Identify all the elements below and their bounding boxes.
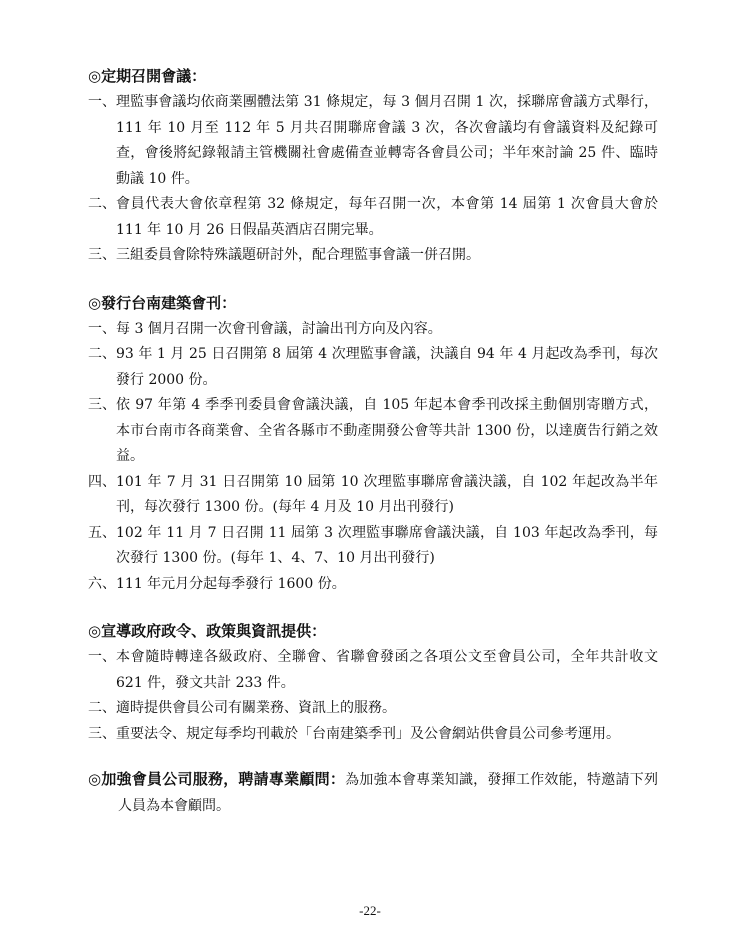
item-text: 每 3 個月召開一次會刊會議，討論出刊方向及內容。 <box>116 320 442 337</box>
section-heading: ◎發行台南建築會刊： <box>88 293 237 312</box>
item-text: 適時提供會員公司有關業務、資訊上的服務。 <box>116 700 396 716</box>
section-government-policy <box>88 617 658 747</box>
item-number: 三、 <box>88 725 116 742</box>
item-number: 二、 <box>88 346 116 362</box>
item-number: 六、 <box>88 575 116 592</box>
list-item <box>88 645 658 696</box>
list-item <box>88 243 658 269</box>
item-number: 一、 <box>88 649 116 665</box>
section-heading: ◎定期召開會議： <box>88 67 207 85</box>
list-item <box>88 470 658 521</box>
item-number: 三、 <box>88 247 116 263</box>
item-text: 102 年 11 月 7 日召開 11 屆第 3 次理監事聯席會議決議，自 103 年起改為季刊，每次發行 1300 份。(每年 1、4、7、10 月出刊發行) <box>116 524 658 566</box>
service-text: 為加強本會專業知識，發揮工作效能，特邀請下列人員為本會顧問。 <box>118 772 658 814</box>
item-number: 三、 <box>88 397 116 413</box>
section-regular-meetings <box>88 62 658 269</box>
item-number: 二、 <box>88 196 116 212</box>
list-item <box>88 572 658 598</box>
list-item <box>88 342 658 393</box>
item-number: 二、 <box>88 700 116 716</box>
section-heading: ◎加強會員公司服務，聘請專業顧問： <box>88 770 346 788</box>
list-item <box>88 90 658 192</box>
list-item <box>88 393 658 470</box>
item-number: 五、 <box>88 524 116 541</box>
page-number: -22- <box>359 903 381 918</box>
item-number: 一、 <box>88 94 116 110</box>
list-item <box>88 722 658 748</box>
item-text: 93 年 1 月 25 日召開第 8 屆第 4 次理監事會議，決議自 94 年 4 月起改為季刊，每次發行 2000 份。 <box>116 346 658 388</box>
list-item <box>88 696 658 722</box>
section-member-service <box>88 767 658 819</box>
item-text: 依 97 年第 4 季季刊委員會會議決議，自 105 年起本會季刊改採主動個別寄贈方式，本市台南市各商業會、全省各縣市不動產開發公會等共計 1300 份，以達廣告行銷之效益。 <box>116 397 658 464</box>
item-text: 101 年 7 月 31 日召開第 10 屆第 10 次理監事聯席會議決議，自 102 年起改為半年刊，每次發行 1300 份。(每年 4 月及 10 月出刊發行) <box>116 473 658 515</box>
list-item <box>88 317 658 343</box>
item-text: 會員代表大會依章程第 32 條規定，每年召開一次，本會第 14 屆第 1 次會員大會於 111 年 10 月 26 日假晶英酒店召開完畢。 <box>116 196 658 238</box>
item-number: 一、 <box>88 320 116 337</box>
section-journal <box>88 289 658 598</box>
list-item <box>88 192 658 243</box>
item-text: 理監事會議均依商業團體法第 31 條規定，每 3 個月召開 1 次，採聯席會議方式舉行，111 年 10 月至 112 年 5 月共召開聯席會議 3 次，各次會議均有會議資料及紀錄可查，會後將紀錄報請主管機關社會處備查並轉寄各會員公司；半年來討論 25 件、臨時動議 10 件。 <box>116 94 658 187</box>
list-item <box>88 521 658 572</box>
item-text: 三組委員會除特殊議題研討外，配合理監事會議一併召開。 <box>116 247 480 263</box>
service-paragraph <box>88 767 658 819</box>
item-text: 111 年元月分起每季發行 1600 份。 <box>116 575 346 592</box>
document-body <box>88 62 658 819</box>
section-heading: ◎宣導政府政令、政策與資訊提供： <box>88 622 327 640</box>
item-text: 重要法令、規定每季均刊載於「台南建築季刊」及公會網站供會員公司參考運用。 <box>116 725 620 742</box>
item-text: 本會隨時轉達各級政府、全聯會、省聯會發函之各項公文至會員公司，全年共計收文 621 件，發文共計 233 件。 <box>116 649 658 691</box>
item-number: 四、 <box>88 473 116 490</box>
